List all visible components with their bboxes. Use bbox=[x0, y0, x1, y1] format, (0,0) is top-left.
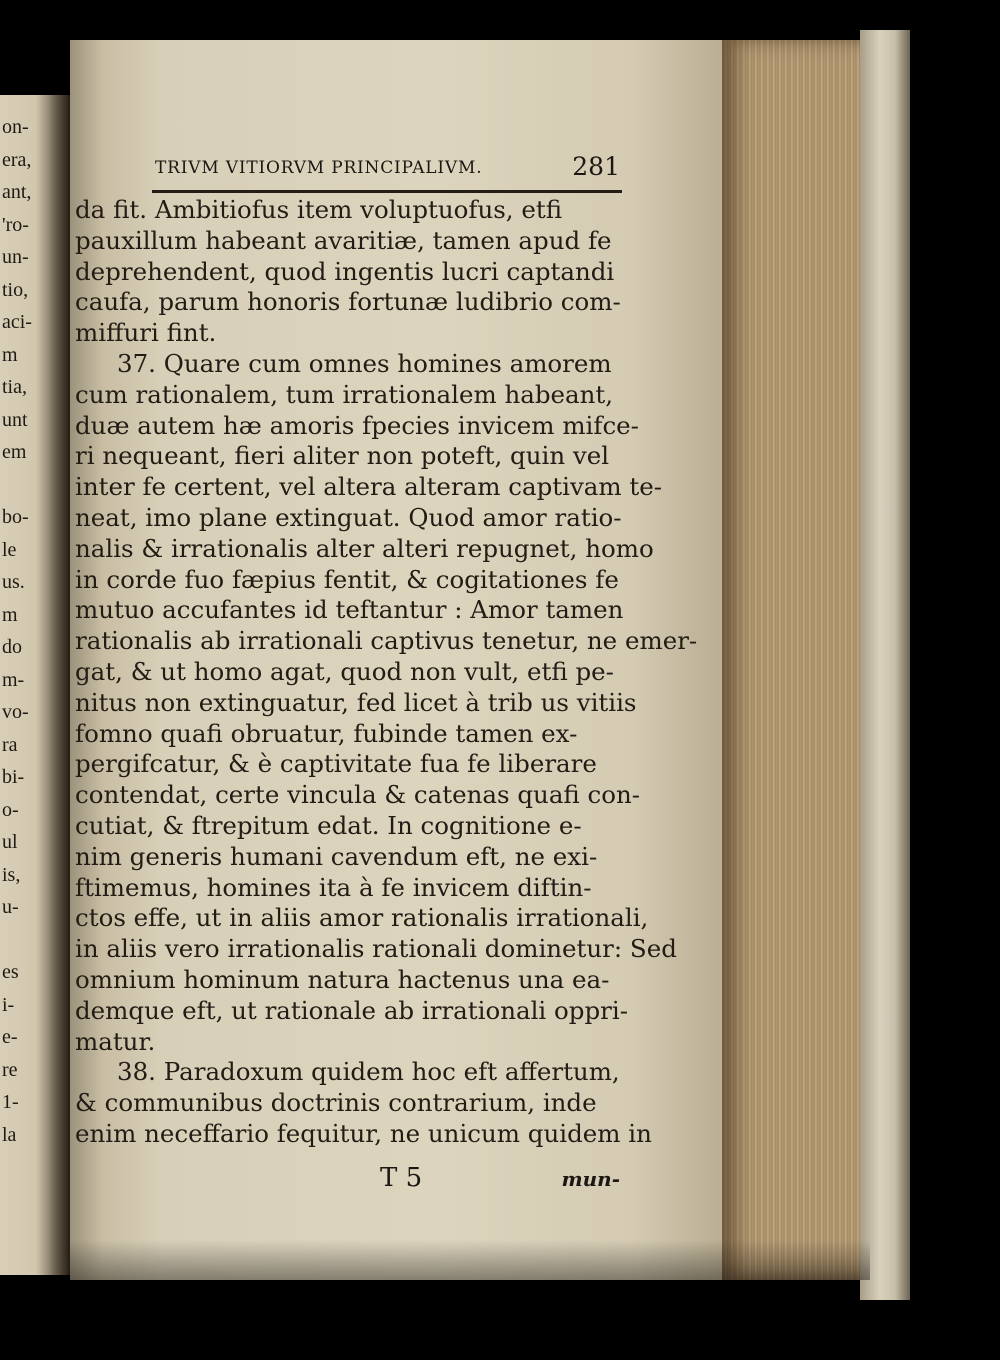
left-page-fragment: do bbox=[2, 636, 22, 658]
running-title: TRIVM VITIORVM PRINCIPALIVM. bbox=[155, 158, 483, 178]
text-line: pergifcatur, & è captivitate fua fe liberare bbox=[75, 749, 597, 779]
header-rule bbox=[152, 190, 622, 193]
page-block-edge bbox=[722, 40, 872, 1280]
left-page-fragment: es bbox=[2, 961, 19, 983]
body-text bbox=[75, 195, 698, 1150]
left-page-fragment: i- bbox=[2, 993, 15, 1016]
left-page-fragment: e- bbox=[2, 1026, 18, 1048]
left-page-fragment: la bbox=[2, 1123, 17, 1146]
page-number: 281 bbox=[572, 152, 620, 181]
left-page-fragment: is, bbox=[2, 863, 21, 886]
text-line: miffuri fint. bbox=[75, 318, 217, 348]
text-line: fomno quafi obruatur, fubinde tamen ex- bbox=[75, 718, 578, 748]
bottom-shadow bbox=[70, 1240, 870, 1280]
left-page-fragment: unt bbox=[2, 408, 28, 431]
text-line: neat, imo plane extinguat. Quod amor ratio- bbox=[75, 502, 622, 532]
text-line: omnium hominum natura hactenus una ea- bbox=[75, 964, 610, 994]
catchword: mun- bbox=[561, 1167, 620, 1191]
left-page-fragment: ra bbox=[2, 733, 18, 756]
left-page-fragment: re bbox=[2, 1058, 18, 1081]
left-page-fragment: o- bbox=[2, 798, 19, 821]
text-line: contendat, certe vincula & catenas quafi con- bbox=[75, 780, 641, 810]
text-line: ctos effe, ut in aliis amor rationalis irrationali, bbox=[75, 903, 649, 933]
left-page-fragment: 'ro- bbox=[2, 213, 29, 236]
text-line: cum rationalem, tum irrationalem habeant, bbox=[75, 379, 614, 409]
text-line: cutiat, & ftrepitum edat. In cognitione e- bbox=[75, 810, 582, 840]
left-page-fragment: us. bbox=[2, 571, 25, 593]
text-line: nim generis humani cavendum eft, ne exi- bbox=[75, 841, 598, 871]
signature-mark: T 5 bbox=[380, 1163, 423, 1193]
left-page-fragment: ant, bbox=[2, 181, 32, 203]
text-line: matur. bbox=[75, 1026, 156, 1056]
gutter-shadow bbox=[36, 95, 70, 1275]
left-page-fragment: tia, bbox=[2, 376, 27, 398]
left-page-fragment: m- bbox=[2, 668, 25, 691]
text-line: pauxillum habeant avaritiæ, tamen apud fe bbox=[75, 225, 612, 255]
text-line: caufa, parum honoris fortunæ ludibrio com- bbox=[75, 287, 621, 317]
book-cover-edge bbox=[860, 30, 910, 1300]
left-page-fragment: bi- bbox=[2, 766, 25, 788]
text-line: duæ autem hæ amoris fpecies invicem mifce- bbox=[75, 410, 639, 440]
text-line: in corde fuo fæpius fentit, & cogitationes fe bbox=[75, 564, 619, 594]
text-line: ftimemus, homines ita à fe invicem diftin- bbox=[75, 872, 592, 902]
text-line: deprehendent, quod ingentis lucri captandi bbox=[75, 256, 615, 286]
text-line: 37. Quare cum omnes homines amorem bbox=[117, 348, 612, 378]
left-page-fragment: m bbox=[2, 343, 18, 366]
left-page-fragment: era, bbox=[2, 148, 32, 171]
left-page-fragment: on- bbox=[2, 116, 29, 138]
running-header bbox=[155, 152, 620, 186]
left-page-fragment: u- bbox=[2, 896, 19, 918]
left-page-fragment: aci- bbox=[2, 311, 32, 333]
text-line: demque eft, ut rationale ab irrationali oppri- bbox=[75, 995, 628, 1025]
text-line: 38. Paradoxum quidem hoc eft affertum, bbox=[117, 1057, 620, 1087]
left-page-fragment: un- bbox=[2, 246, 29, 268]
left-page-fragment: tio, bbox=[2, 278, 29, 301]
left-page-fragment: m bbox=[2, 603, 18, 626]
left-page-fragment: em bbox=[2, 441, 27, 463]
left-page-fragment: vo- bbox=[2, 701, 29, 723]
text-line: ri nequeant, fieri aliter non poteft, quin vel bbox=[75, 441, 610, 471]
text-line: in aliis vero irrationalis rationali dominetur: Sed bbox=[75, 934, 677, 964]
text-line: enim neceffario fequitur, ne unicum quidem in bbox=[75, 1118, 652, 1148]
text-line: rationalis ab irrationali captivus tenetur, ne emer- bbox=[75, 626, 698, 656]
text-line: nalis & irrationalis alter alteri repugnet, homo bbox=[75, 533, 654, 563]
text-line: nitus non extinguatur, fed licet à trib us vitiis bbox=[75, 687, 637, 717]
left-page-fragment: le bbox=[2, 538, 17, 561]
text-line: inter fe certent, vel altera alteram captivam te- bbox=[75, 472, 663, 502]
page-footer bbox=[75, 1163, 620, 1193]
text-line: gat, & ut homo agat, quod non vult, etfi pe- bbox=[75, 656, 614, 686]
text-line: mutuo accufantes id teftantur : Amor tamen bbox=[75, 595, 624, 625]
text-line: & communibus doctrinis contrarium, inde bbox=[75, 1088, 597, 1118]
left-page-fragment: ul bbox=[2, 831, 18, 853]
text-line: da fit. Ambitiofus item voluptuofus, etfi bbox=[75, 195, 563, 224]
left-page-fragment: 1- bbox=[2, 1091, 19, 1113]
left-page-fragment: bo- bbox=[2, 506, 29, 528]
